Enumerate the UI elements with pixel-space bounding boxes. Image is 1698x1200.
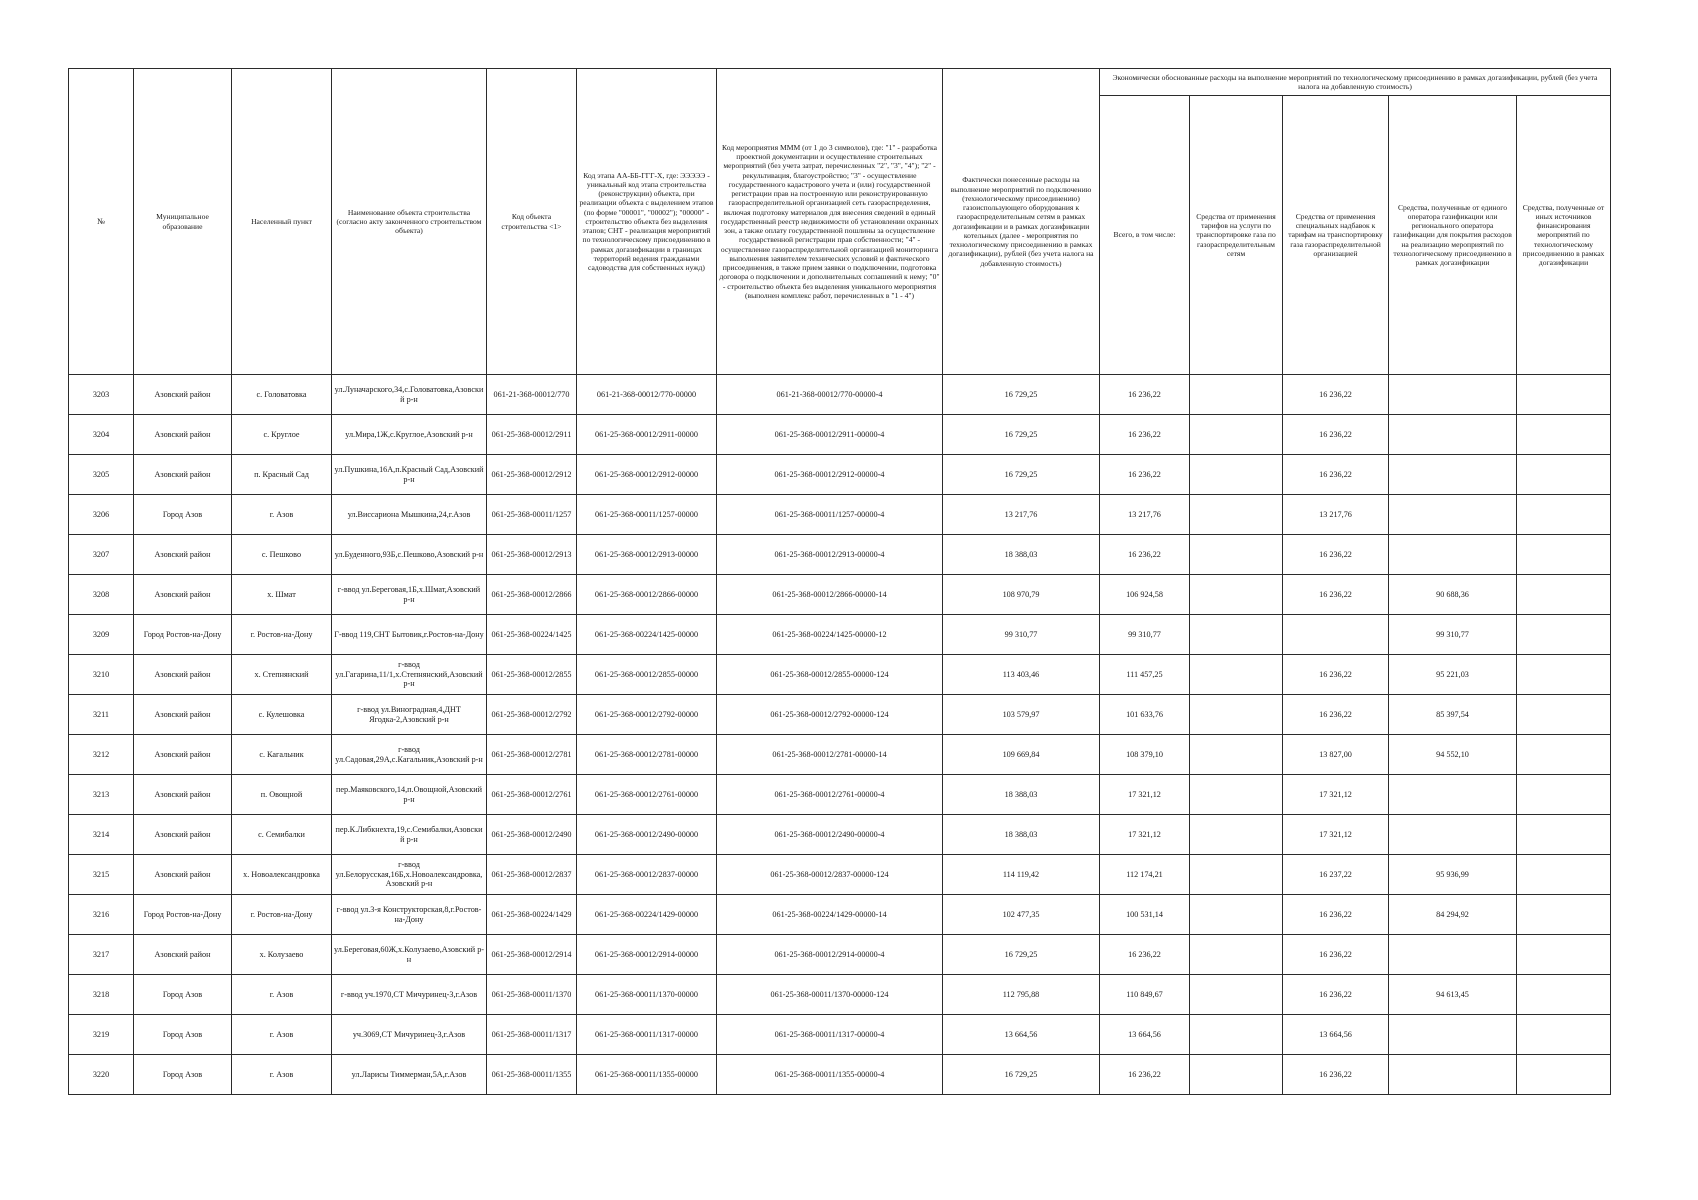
row-num: 3219 — [69, 1015, 134, 1055]
tariff-cell — [1190, 855, 1283, 895]
actual-costs-cell: 16 729,25 — [943, 935, 1100, 975]
row-num: 3208 — [69, 575, 134, 615]
table-row — [69, 975, 1611, 1015]
stage-code-cell: 061-25-368-00011/1257-00000 — [577, 495, 717, 535]
object-code-cell: 061-25-368-00012/2911 — [487, 415, 577, 455]
table-row — [69, 895, 1611, 935]
operator-funds-cell: 95 936,99 — [1389, 855, 1517, 895]
total-cell: 100 531,14 — [1100, 895, 1190, 935]
other-sources-cell — [1517, 615, 1611, 655]
table-row — [69, 575, 1611, 615]
table-header — [69, 69, 1611, 375]
event-code-cell: 061-25-368-00012/2792-00000-124 — [717, 695, 943, 735]
stage-code-cell: 061-25-368-00012/2912-00000 — [577, 455, 717, 495]
object-name-cell: г-ввод ул.Виноградная,4,ДНТ Ягодка-2,Азовский р-н — [332, 695, 487, 735]
event-code-cell: 061-25-368-00011/1370-00000-124 — [717, 975, 943, 1015]
settlement-cell: х. Степнянский — [232, 655, 332, 695]
municipality-cell: Азовский район — [134, 935, 232, 975]
event-code-cell: 061-25-368-00011/1355-00000-4 — [717, 1055, 943, 1095]
header-total: Всего, в том числе: — [1100, 96, 1190, 375]
object-code-cell: 061-25-368-00012/2866 — [487, 575, 577, 615]
object-name-cell: ул.Пушкина,16А,п.Красный Сад,Азовский р-н — [332, 455, 487, 495]
object-name-cell: г-ввод ул.Береговая,1Б,х.Шмат,Азовский р-н — [332, 575, 487, 615]
settlement-cell: с. Семибалки — [232, 815, 332, 855]
object-code-cell: 061-25-368-00011/1257 — [487, 495, 577, 535]
stage-code-cell: 061-25-368-00012/2911-00000 — [577, 415, 717, 455]
actual-costs-cell: 18 388,03 — [943, 815, 1100, 855]
surcharge-cell: 16 236,22 — [1283, 1055, 1389, 1095]
tariff-cell — [1190, 975, 1283, 1015]
event-code-cell: 061-25-368-00012/2866-00000-14 — [717, 575, 943, 615]
surcharge-cell: 16 236,22 — [1283, 895, 1389, 935]
stage-code-cell: 061-25-368-00224/1429-00000 — [577, 895, 717, 935]
municipality-cell: Город Азов — [134, 975, 232, 1015]
total-cell: 17 321,12 — [1100, 775, 1190, 815]
settlement-cell: г. Азов — [232, 495, 332, 535]
actual-costs-cell: 16 729,25 — [943, 455, 1100, 495]
other-sources-cell — [1517, 695, 1611, 735]
municipality-cell: Азовский район — [134, 455, 232, 495]
total-cell: 111 457,25 — [1100, 655, 1190, 695]
operator-funds-cell — [1389, 375, 1517, 415]
object-code-cell: 061-25-368-00012/2781 — [487, 735, 577, 775]
tariff-cell — [1190, 575, 1283, 615]
actual-costs-cell: 13 664,56 — [943, 1015, 1100, 1055]
surcharge-cell: 16 236,22 — [1283, 655, 1389, 695]
total-cell: 16 236,22 — [1100, 455, 1190, 495]
table-row — [69, 615, 1611, 655]
object-name-cell: г-ввод уч.1970,СТ Мичуринец-3,г.Азов — [332, 975, 487, 1015]
other-sources-cell — [1517, 415, 1611, 455]
municipality-cell: Город Ростов-на-Дону — [134, 895, 232, 935]
stage-code-cell: 061-25-368-00011/1355-00000 — [577, 1055, 717, 1095]
row-num: 3216 — [69, 895, 134, 935]
settlement-cell: г. Азов — [232, 1015, 332, 1055]
header-num: № — [69, 69, 134, 375]
header-economic-group: Экономически обоснованные расходы на выполнение мероприятий по технологическому присоединению в рамках догазификации, рублей (без учета налога на добавленную стоимость) — [1100, 69, 1611, 96]
total-cell: 13 217,76 — [1100, 495, 1190, 535]
total-cell: 112 174,21 — [1100, 855, 1190, 895]
settlement-cell: г. Азов — [232, 975, 332, 1015]
object-name-cell: ул.Виссариона Мышкина,24,г.Азов — [332, 495, 487, 535]
operator-funds-cell — [1389, 535, 1517, 575]
tariff-cell — [1190, 735, 1283, 775]
total-cell: 99 310,77 — [1100, 615, 1190, 655]
surcharge-cell: 16 236,22 — [1283, 975, 1389, 1015]
municipality-cell: Азовский район — [134, 695, 232, 735]
object-code-cell: 061-25-368-00012/2912 — [487, 455, 577, 495]
row-num: 3207 — [69, 535, 134, 575]
event-code-cell: 061-25-368-00224/1425-00000-12 — [717, 615, 943, 655]
municipality-cell: Азовский район — [134, 535, 232, 575]
settlement-cell: с. Пешково — [232, 535, 332, 575]
municipality-cell: Город Азов — [134, 1055, 232, 1095]
cost-table — [68, 68, 1611, 1095]
stage-code-cell: 061-21-368-00012/770-00000 — [577, 375, 717, 415]
actual-costs-cell: 114 119,42 — [943, 855, 1100, 895]
total-cell: 13 664,56 — [1100, 1015, 1190, 1055]
other-sources-cell — [1517, 375, 1611, 415]
event-code-cell: 061-25-368-00011/1317-00000-4 — [717, 1015, 943, 1055]
tariff-cell — [1190, 1015, 1283, 1055]
other-sources-cell — [1517, 975, 1611, 1015]
municipality-cell: Азовский район — [134, 575, 232, 615]
row-num: 3215 — [69, 855, 134, 895]
settlement-cell: с. Кагальник — [232, 735, 332, 775]
stage-code-cell: 061-25-368-00012/2913-00000 — [577, 535, 717, 575]
total-cell: 110 849,67 — [1100, 975, 1190, 1015]
stage-code-cell: 061-25-368-00012/2781-00000 — [577, 735, 717, 775]
total-cell: 16 236,22 — [1100, 1055, 1190, 1095]
actual-costs-cell: 108 970,79 — [943, 575, 1100, 615]
event-code-cell: 061-25-368-00012/2912-00000-4 — [717, 455, 943, 495]
object-code-cell: 061-25-368-00011/1370 — [487, 975, 577, 1015]
settlement-cell: г. Ростов-на-Дону — [232, 895, 332, 935]
settlement-cell: г. Ростов-на-Дону — [232, 615, 332, 655]
object-name-cell: уч.3069,СТ Мичуринец-3,г.Азов — [332, 1015, 487, 1055]
tariff-cell — [1190, 375, 1283, 415]
total-cell: 16 236,22 — [1100, 935, 1190, 975]
surcharge-cell: 16 236,22 — [1283, 415, 1389, 455]
table-row — [69, 775, 1611, 815]
municipality-cell: Город Азов — [134, 495, 232, 535]
stage-code-cell: 061-25-368-00012/2866-00000 — [577, 575, 717, 615]
operator-funds-cell: 90 688,36 — [1389, 575, 1517, 615]
actual-costs-cell: 112 795,88 — [943, 975, 1100, 1015]
other-sources-cell — [1517, 1055, 1611, 1095]
actual-costs-cell: 13 217,76 — [943, 495, 1100, 535]
other-sources-cell — [1517, 855, 1611, 895]
other-sources-cell — [1517, 655, 1611, 695]
event-code-cell: 061-25-368-00012/2490-00000-4 — [717, 815, 943, 855]
object-code-cell: 061-25-368-00012/2490 — [487, 815, 577, 855]
surcharge-cell: 16 236,22 — [1283, 575, 1389, 615]
row-num: 3203 — [69, 375, 134, 415]
total-cell: 101 633,76 — [1100, 695, 1190, 735]
surcharge-cell: 16 236,22 — [1283, 375, 1389, 415]
object-name-cell: пер.К.Либкнехта,19,с.Семибалки,Азовский р-н — [332, 815, 487, 855]
operator-funds-cell — [1389, 935, 1517, 975]
object-code-cell: 061-25-368-00012/2913 — [487, 535, 577, 575]
stage-code-cell: 061-25-368-00224/1425-00000 — [577, 615, 717, 655]
municipality-cell: Азовский район — [134, 775, 232, 815]
surcharge-cell: 16 236,22 — [1283, 535, 1389, 575]
object-code-cell: 061-25-368-00012/2837 — [487, 855, 577, 895]
total-cell: 108 379,10 — [1100, 735, 1190, 775]
total-cell: 16 236,22 — [1100, 535, 1190, 575]
object-name-cell: пер.Маяковского,14,п.Овощной,Азовский р-н — [332, 775, 487, 815]
stage-code-cell: 061-25-368-00011/1317-00000 — [577, 1015, 717, 1055]
event-code-cell: 061-25-368-00012/2781-00000-14 — [717, 735, 943, 775]
table-row — [69, 655, 1611, 695]
tariff-cell — [1190, 415, 1283, 455]
actual-costs-cell: 18 388,03 — [943, 775, 1100, 815]
header-special-surcharge: Средства от применения специальных надбавок к тарифам на транспортировку газа газораспределительной организацией — [1283, 96, 1389, 375]
operator-funds-cell: 85 397,54 — [1389, 695, 1517, 735]
header-object-name: Наименование объекта строительства (согласно акту законченного строительством объекта) — [332, 69, 487, 375]
header-actual-costs: Фактически понесенные расходы на выполнение мероприятий по подключению (технологическому присоединению) газоиспользующего оборудования к газораспределительным сетям в рамках догазификации и в рамках догазификации котельных (далее - мероприятия по технологическому присоединению в рамках догазификации), рублей (без учета налога на добавленную стоимость) — [943, 69, 1100, 375]
object-name-cell: г-ввод ул.Белорусская,16Б,х.Новоалександровка,Азовский р-н — [332, 855, 487, 895]
operator-funds-cell: 95 221,03 — [1389, 655, 1517, 695]
table-row — [69, 495, 1611, 535]
table-row — [69, 1055, 1611, 1095]
table-row — [69, 855, 1611, 895]
surcharge-cell — [1283, 615, 1389, 655]
stage-code-cell: 061-25-368-00011/1370-00000 — [577, 975, 717, 1015]
row-num: 3218 — [69, 975, 134, 1015]
municipality-cell: Азовский район — [134, 735, 232, 775]
header-tariff-transport: Средства от применения тарифов на услуги по транспортировке газа по газораспределительным сетям — [1190, 96, 1283, 375]
event-code-cell: 061-25-368-00012/2914-00000-4 — [717, 935, 943, 975]
surcharge-cell: 16 236,22 — [1283, 695, 1389, 735]
actual-costs-cell: 16 729,25 — [943, 375, 1100, 415]
table-row — [69, 1015, 1611, 1055]
table-row — [69, 735, 1611, 775]
settlement-cell: с. Круглое — [232, 415, 332, 455]
row-num: 3204 — [69, 415, 134, 455]
operator-funds-cell — [1389, 1015, 1517, 1055]
settlement-cell: х. Колузаево — [232, 935, 332, 975]
operator-funds-cell: 94 552,10 — [1389, 735, 1517, 775]
actual-costs-cell: 103 579,97 — [943, 695, 1100, 735]
municipality-cell: Азовский район — [134, 655, 232, 695]
header-event-code: Код мероприятия МММ (от 1 до 3 символов), где: "1" - разработка проектной документации и осуществление строительных мероприятий (без учета затрат, перечисленных "2", "3", "4"); "2" - рекультивация, благоустройство; "3" - осуществление государственного кадастрового учета и (или) государственной регистрации прав на построенную или реконструированную газораспределительной организацией сеть газораспределения, включая подготовку материалов для внесения сведений в единый государственный реестр недвижимости об установлении охранных зон, а также оплату государственной пошлины за осуществление государственной регистрации прав собственности; "4" - осуществление газораспределительной организацией мониторинга выполнения заявителем технических условий и фактического присоединения, в также прием заявки о подключении, подготовка договора о подключении и дополнительных соглашений к нему; "0" - строительство объекта без выделения уникального мероприятия (выполнен комплекс работ, перечисленных в "1 - 4") — [717, 69, 943, 375]
tariff-cell — [1190, 495, 1283, 535]
object-code-cell: 061-25-368-00012/2855 — [487, 655, 577, 695]
settlement-cell: с. Кулешовка — [232, 695, 332, 735]
object-name-cell: ул.Береговая,60Ж,х.Колузаево,Азовский р-н — [332, 935, 487, 975]
surcharge-cell: 13 664,56 — [1283, 1015, 1389, 1055]
tariff-cell — [1190, 775, 1283, 815]
operator-funds-cell — [1389, 455, 1517, 495]
actual-costs-cell: 109 669,84 — [943, 735, 1100, 775]
operator-funds-cell — [1389, 415, 1517, 455]
total-cell: 17 321,12 — [1100, 815, 1190, 855]
header-other-sources: Средства, полученные от иных источников финансирования мероприятий по технологическому присоединению в рамках догазификации — [1517, 96, 1611, 375]
operator-funds-cell — [1389, 495, 1517, 535]
settlement-cell: п. Овощной — [232, 775, 332, 815]
object-name-cell: г-ввод ул.Гагарина,11/1,х.Степнянский,Азовский р-н — [332, 655, 487, 695]
actual-costs-cell: 16 729,25 — [943, 415, 1100, 455]
object-code-cell: 061-25-368-00224/1425 — [487, 615, 577, 655]
other-sources-cell — [1517, 735, 1611, 775]
tariff-cell — [1190, 895, 1283, 935]
other-sources-cell — [1517, 895, 1611, 935]
row-num: 3220 — [69, 1055, 134, 1095]
event-code-cell: 061-25-368-00224/1429-00000-14 — [717, 895, 943, 935]
other-sources-cell — [1517, 1015, 1611, 1055]
event-code-cell: 061-21-368-00012/770-00000-4 — [717, 375, 943, 415]
municipality-cell: Азовский район — [134, 855, 232, 895]
object-code-cell: 061-25-368-00011/1317 — [487, 1015, 577, 1055]
operator-funds-cell — [1389, 1055, 1517, 1095]
actual-costs-cell: 18 388,03 — [943, 535, 1100, 575]
settlement-cell: х. Новоалександровка — [232, 855, 332, 895]
settlement-cell: г. Азов — [232, 1055, 332, 1095]
stage-code-cell: 061-25-368-00012/2490-00000 — [577, 815, 717, 855]
event-code-cell: 061-25-368-00012/2837-00000-124 — [717, 855, 943, 895]
table-row — [69, 375, 1611, 415]
settlement-cell: х. Шмат — [232, 575, 332, 615]
object-code-cell: 061-25-368-00012/2914 — [487, 935, 577, 975]
actual-costs-cell: 16 729,25 — [943, 1055, 1100, 1095]
row-num: 3206 — [69, 495, 134, 535]
operator-funds-cell: 94 613,45 — [1389, 975, 1517, 1015]
table-body — [69, 375, 1611, 1095]
stage-code-cell: 061-25-368-00012/2761-00000 — [577, 775, 717, 815]
tariff-cell — [1190, 615, 1283, 655]
tariff-cell — [1190, 815, 1283, 855]
row-num: 3213 — [69, 775, 134, 815]
surcharge-cell: 17 321,12 — [1283, 815, 1389, 855]
other-sources-cell — [1517, 455, 1611, 495]
row-num: 3214 — [69, 815, 134, 855]
tariff-cell — [1190, 935, 1283, 975]
tariff-cell — [1190, 535, 1283, 575]
surcharge-cell: 17 321,12 — [1283, 775, 1389, 815]
other-sources-cell — [1517, 815, 1611, 855]
header-settlement: Населенный пункт — [232, 69, 332, 375]
surcharge-cell: 13 827,00 — [1283, 735, 1389, 775]
stage-code-cell: 061-25-368-00012/2914-00000 — [577, 935, 717, 975]
object-name-cell: ул.Луначарского,34,с.Головатовка,Азовский р-н — [332, 375, 487, 415]
operator-funds-cell — [1389, 815, 1517, 855]
tariff-cell — [1190, 455, 1283, 495]
table-row — [69, 455, 1611, 495]
tariff-cell — [1190, 1055, 1283, 1095]
tariff-cell — [1190, 655, 1283, 695]
settlement-cell: п. Красный Сад — [232, 455, 332, 495]
table-row — [69, 815, 1611, 855]
row-num: 3209 — [69, 615, 134, 655]
stage-code-cell: 061-25-368-00012/2855-00000 — [577, 655, 717, 695]
event-code-cell: 061-25-368-00012/2855-00000-124 — [717, 655, 943, 695]
object-name-cell: Г-ввод 119,СНТ Бытовик,г.Ростов-на-Дону — [332, 615, 487, 655]
row-num: 3211 — [69, 695, 134, 735]
row-num: 3210 — [69, 655, 134, 695]
header-municipality: Муниципальное образование — [134, 69, 232, 375]
object-name-cell: ул.Буденного,93Б,с.Пешково,Азовский р-н — [332, 535, 487, 575]
event-code-cell: 061-25-368-00011/1257-00000-4 — [717, 495, 943, 535]
table-row — [69, 535, 1611, 575]
event-code-cell: 061-25-368-00012/2913-00000-4 — [717, 535, 943, 575]
surcharge-cell: 16 237,22 — [1283, 855, 1389, 895]
table-row — [69, 695, 1611, 735]
table-row — [69, 415, 1611, 455]
object-code-cell: 061-25-368-00012/2792 — [487, 695, 577, 735]
header-stage-code: Код этапа АА-ББ-ГГГ-Х, где: ЭЭЭЭЭ - уникальный код этапа строительства (реконструкции) объекта, при реализации объекта с выделением этапов (по форме "00001", "00002"); "00000" - строительство объекта без выделения этапов; СНТ - реализация мероприятий по технологическому присоединению в рамках догазификации в границах территорий ведения гражданами садоводства для собственных нужд) — [577, 69, 717, 375]
actual-costs-cell: 113 403,46 — [943, 655, 1100, 695]
event-code-cell: 061-25-368-00012/2911-00000-4 — [717, 415, 943, 455]
surcharge-cell: 13 217,76 — [1283, 495, 1389, 535]
row-num: 3205 — [69, 455, 134, 495]
other-sources-cell — [1517, 935, 1611, 975]
municipality-cell: Азовский район — [134, 415, 232, 455]
surcharge-cell: 16 236,22 — [1283, 935, 1389, 975]
object-name-cell: г-ввод ул.3-я Конструкторская,8,г.Ростов-на-Дону — [332, 895, 487, 935]
stage-code-cell: 061-25-368-00012/2837-00000 — [577, 855, 717, 895]
object-name-cell: г-ввод ул.Садовая,29А,с.Кагальник,Азовский р-н — [332, 735, 487, 775]
header-object-code: Код объекта строительства <1> — [487, 69, 577, 375]
operator-funds-cell: 99 310,77 — [1389, 615, 1517, 655]
other-sources-cell — [1517, 495, 1611, 535]
municipality-cell: Азовский район — [134, 375, 232, 415]
row-num: 3212 — [69, 735, 134, 775]
total-cell: 16 236,22 — [1100, 415, 1190, 455]
operator-funds-cell — [1389, 775, 1517, 815]
event-code-cell: 061-25-368-00012/2761-00000-4 — [717, 775, 943, 815]
object-name-cell: ул.Ларисы Тиммерман,5А,г.Азов — [332, 1055, 487, 1095]
municipality-cell: Город Ростов-на-Дону — [134, 615, 232, 655]
other-sources-cell — [1517, 535, 1611, 575]
row-num: 3217 — [69, 935, 134, 975]
stage-code-cell: 061-25-368-00012/2792-00000 — [577, 695, 717, 735]
other-sources-cell — [1517, 775, 1611, 815]
table-row — [69, 935, 1611, 975]
object-code-cell: 061-21-368-00012/770 — [487, 375, 577, 415]
operator-funds-cell: 84 294,92 — [1389, 895, 1517, 935]
total-cell: 16 236,22 — [1100, 375, 1190, 415]
surcharge-cell: 16 236,22 — [1283, 455, 1389, 495]
header-operator-funds: Средства, полученные от единого оператора газификации или регионального оператора газификации для покрытия расходов на реализацию мероприятий по технологическому присоединению в рамках догазификации — [1389, 96, 1517, 375]
actual-costs-cell: 102 477,35 — [943, 895, 1100, 935]
object-code-cell: 061-25-368-00012/2761 — [487, 775, 577, 815]
actual-costs-cell: 99 310,77 — [943, 615, 1100, 655]
settlement-cell: с. Головатовка — [232, 375, 332, 415]
other-sources-cell — [1517, 575, 1611, 615]
object-code-cell: 061-25-368-00011/1355 — [487, 1055, 577, 1095]
tariff-cell — [1190, 695, 1283, 735]
total-cell: 106 924,58 — [1100, 575, 1190, 615]
municipality-cell: Город Азов — [134, 1015, 232, 1055]
object-code-cell: 061-25-368-00224/1429 — [487, 895, 577, 935]
object-name-cell: ул.Мира,1Ж,с.Круглое,Азовский р-н — [332, 415, 487, 455]
municipality-cell: Азовский район — [134, 815, 232, 855]
